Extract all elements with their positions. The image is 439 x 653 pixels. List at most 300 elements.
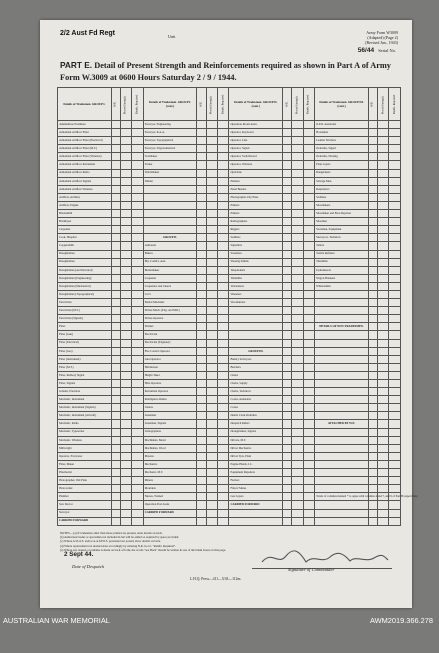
count-cell[interactable] [378, 177, 389, 185]
count-cell[interactable] [206, 388, 217, 396]
count-cell[interactable] [292, 347, 303, 355]
count-cell[interactable] [206, 363, 217, 371]
count-cell[interactable] [292, 469, 303, 477]
count-cell[interactable] [218, 234, 229, 242]
count-cell[interactable] [206, 412, 217, 420]
count-cell[interactable] [368, 460, 377, 468]
count-cell[interactable] [303, 210, 314, 218]
count-cell[interactable] [389, 201, 401, 209]
count-cell[interactable] [111, 460, 120, 468]
count-cell[interactable] [368, 380, 377, 388]
count-cell[interactable] [292, 404, 303, 412]
count-cell[interactable] [368, 234, 377, 242]
count-cell[interactable] [206, 380, 217, 388]
count-cell[interactable] [132, 388, 143, 396]
count-cell[interactable] [206, 509, 217, 517]
count-cell[interactable] [378, 193, 389, 201]
count-cell[interactable] [389, 404, 401, 412]
count-cell[interactable] [368, 137, 377, 145]
count-cell[interactable] [111, 485, 120, 493]
count-cell[interactable] [218, 250, 229, 258]
count-cell[interactable] [111, 210, 120, 218]
count-cell[interactable] [303, 347, 314, 355]
count-cell[interactable] [283, 517, 292, 525]
count-cell[interactable] [206, 153, 217, 161]
count-cell[interactable] [197, 177, 206, 185]
count-cell[interactable] [206, 218, 217, 226]
count-cell[interactable] [303, 323, 314, 331]
count-cell[interactable] [389, 412, 401, 420]
count-cell[interactable] [120, 420, 131, 428]
count-cell[interactable] [292, 428, 303, 436]
count-cell[interactable] [283, 477, 292, 485]
count-cell[interactable] [292, 323, 303, 331]
count-cell[interactable] [120, 201, 131, 209]
count-cell[interactable] [389, 436, 401, 444]
count-cell[interactable] [368, 169, 377, 177]
count-cell[interactable] [378, 371, 389, 379]
count-cell[interactable] [368, 452, 377, 460]
count-cell[interactable] [368, 339, 377, 347]
count-cell[interactable] [292, 444, 303, 452]
count-cell[interactable] [120, 282, 131, 290]
count-cell[interactable] [303, 428, 314, 436]
count-cell[interactable] [303, 153, 314, 161]
count-cell[interactable] [197, 339, 206, 347]
count-cell[interactable] [218, 355, 229, 363]
count-cell[interactable] [283, 380, 292, 388]
count-cell[interactable] [206, 226, 217, 234]
count-cell[interactable] [303, 242, 314, 250]
count-cell[interactable] [283, 493, 292, 501]
count-cell[interactable] [218, 477, 229, 485]
count-cell[interactable] [303, 290, 314, 298]
count-cell[interactable] [378, 380, 389, 388]
count-cell[interactable] [389, 161, 401, 169]
count-cell[interactable] [303, 137, 314, 145]
count-cell[interactable] [368, 363, 377, 371]
count-cell[interactable] [303, 315, 314, 323]
count-cell[interactable] [120, 444, 131, 452]
count-cell[interactable] [378, 121, 389, 129]
count-cell[interactable] [132, 380, 143, 388]
count-cell[interactable] [132, 129, 143, 137]
count-cell[interactable] [389, 193, 401, 201]
count-cell[interactable] [378, 509, 389, 517]
count-cell[interactable] [303, 404, 314, 412]
count-cell[interactable] [111, 258, 120, 266]
count-cell[interactable] [389, 323, 401, 331]
count-cell[interactable] [283, 339, 292, 347]
count-cell[interactable] [218, 282, 229, 290]
count-cell[interactable] [132, 153, 143, 161]
count-cell[interactable] [389, 129, 401, 137]
count-cell[interactable] [197, 331, 206, 339]
count-cell[interactable] [292, 129, 303, 137]
count-cell[interactable] [206, 177, 217, 185]
count-cell[interactable] [120, 501, 131, 509]
count-cell[interactable] [283, 218, 292, 226]
count-cell[interactable] [197, 485, 206, 493]
count-cell[interactable] [368, 153, 377, 161]
count-cell[interactable] [120, 323, 131, 331]
count-cell[interactable] [111, 339, 120, 347]
count-cell[interactable] [292, 517, 303, 525]
count-cell[interactable] [197, 347, 206, 355]
count-cell[interactable] [368, 485, 377, 493]
count-cell[interactable] [218, 452, 229, 460]
count-cell[interactable] [389, 153, 401, 161]
count-cell[interactable] [378, 485, 389, 493]
count-cell[interactable] [283, 201, 292, 209]
count-cell[interactable] [132, 258, 143, 266]
count-cell[interactable] [303, 420, 314, 428]
count-cell[interactable] [111, 282, 120, 290]
count-cell[interactable] [132, 501, 143, 509]
count-cell[interactable] [378, 444, 389, 452]
count-cell[interactable] [368, 388, 377, 396]
count-cell[interactable] [389, 469, 401, 477]
count-cell[interactable] [218, 493, 229, 501]
count-cell[interactable] [132, 363, 143, 371]
count-cell[interactable] [132, 185, 143, 193]
count-cell[interactable] [132, 218, 143, 226]
count-cell[interactable] [206, 307, 217, 315]
count-cell[interactable] [197, 420, 206, 428]
count-cell[interactable] [303, 145, 314, 153]
count-cell[interactable] [197, 137, 206, 145]
count-cell[interactable] [197, 258, 206, 266]
count-cell[interactable] [283, 290, 292, 298]
count-cell[interactable] [303, 201, 314, 209]
count-cell[interactable] [206, 258, 217, 266]
count-cell[interactable] [389, 234, 401, 242]
count-cell[interactable] [120, 177, 131, 185]
count-cell[interactable] [292, 355, 303, 363]
count-cell[interactable] [378, 501, 389, 509]
count-cell[interactable] [206, 436, 217, 444]
count-cell[interactable] [111, 517, 120, 525]
count-cell[interactable] [111, 420, 120, 428]
count-cell[interactable] [111, 201, 120, 209]
count-cell[interactable] [197, 274, 206, 282]
count-cell[interactable] [132, 460, 143, 468]
count-cell[interactable] [283, 177, 292, 185]
count-cell[interactable] [206, 404, 217, 412]
count-cell[interactable] [303, 517, 314, 525]
count-cell[interactable] [197, 145, 206, 153]
count-cell[interactable] [283, 193, 292, 201]
count-cell[interactable] [368, 509, 377, 517]
count-cell[interactable] [206, 250, 217, 258]
count-cell[interactable] [303, 388, 314, 396]
count-cell[interactable] [111, 161, 120, 169]
count-cell[interactable] [218, 169, 229, 177]
count-cell[interactable] [292, 290, 303, 298]
count-cell[interactable] [197, 355, 206, 363]
count-cell[interactable] [111, 388, 120, 396]
count-cell[interactable] [368, 121, 377, 129]
count-cell[interactable] [378, 129, 389, 137]
count-cell[interactable] [303, 193, 314, 201]
count-cell[interactable] [378, 517, 389, 525]
count-cell[interactable] [292, 282, 303, 290]
count-cell[interactable] [197, 460, 206, 468]
count-cell[interactable] [292, 121, 303, 129]
count-cell[interactable] [218, 380, 229, 388]
count-cell[interactable] [368, 266, 377, 274]
count-cell[interactable] [111, 274, 120, 282]
count-cell[interactable] [218, 460, 229, 468]
count-cell[interactable] [378, 420, 389, 428]
count-cell[interactable] [292, 477, 303, 485]
count-cell[interactable] [368, 193, 377, 201]
count-cell[interactable] [218, 517, 229, 525]
count-cell[interactable] [292, 193, 303, 201]
count-cell[interactable] [132, 210, 143, 218]
count-cell[interactable] [218, 323, 229, 331]
count-cell[interactable] [303, 266, 314, 274]
count-cell[interactable] [283, 210, 292, 218]
count-cell[interactable] [368, 444, 377, 452]
count-cell[interactable] [378, 404, 389, 412]
count-cell[interactable] [283, 185, 292, 193]
count-cell[interactable] [197, 380, 206, 388]
count-cell[interactable] [292, 315, 303, 323]
count-cell[interactable] [283, 412, 292, 420]
count-cell[interactable] [303, 501, 314, 509]
count-cell[interactable] [206, 355, 217, 363]
count-cell[interactable] [378, 137, 389, 145]
count-cell[interactable] [389, 388, 401, 396]
count-cell[interactable] [378, 210, 389, 218]
count-cell[interactable] [120, 153, 131, 161]
count-cell[interactable] [303, 469, 314, 477]
count-cell[interactable] [283, 509, 292, 517]
count-cell[interactable] [120, 412, 131, 420]
count-cell[interactable] [292, 460, 303, 468]
count-cell[interactable] [132, 299, 143, 307]
count-cell[interactable] [389, 371, 401, 379]
count-cell[interactable] [132, 266, 143, 274]
count-cell[interactable] [120, 226, 131, 234]
count-cell[interactable] [111, 250, 120, 258]
count-cell[interactable] [303, 185, 314, 193]
count-cell[interactable] [389, 428, 401, 436]
count-cell[interactable] [283, 501, 292, 509]
count-cell[interactable] [368, 161, 377, 169]
count-cell[interactable] [132, 517, 143, 525]
count-cell[interactable] [378, 412, 389, 420]
count-cell[interactable] [111, 493, 120, 501]
count-cell[interactable] [120, 404, 131, 412]
count-cell[interactable] [303, 396, 314, 404]
count-cell[interactable] [206, 266, 217, 274]
count-cell[interactable] [389, 380, 401, 388]
count-cell[interactable] [378, 355, 389, 363]
count-cell[interactable] [283, 460, 292, 468]
count-cell[interactable] [206, 282, 217, 290]
count-cell[interactable] [283, 469, 292, 477]
count-cell[interactable] [132, 485, 143, 493]
count-cell[interactable] [292, 307, 303, 315]
count-cell[interactable] [132, 161, 143, 169]
count-cell[interactable] [378, 274, 389, 282]
count-cell[interactable] [368, 412, 377, 420]
count-cell[interactable] [111, 145, 120, 153]
count-cell[interactable] [120, 485, 131, 493]
count-cell[interactable] [197, 517, 206, 525]
count-cell[interactable] [132, 315, 143, 323]
count-cell[interactable] [283, 145, 292, 153]
count-cell[interactable] [389, 307, 401, 315]
count-cell[interactable] [389, 339, 401, 347]
count-cell[interactable] [206, 339, 217, 347]
count-cell[interactable] [111, 193, 120, 201]
count-cell[interactable] [218, 396, 229, 404]
count-cell[interactable] [368, 477, 377, 485]
count-cell[interactable] [283, 315, 292, 323]
count-cell[interactable] [120, 469, 131, 477]
count-cell[interactable] [120, 388, 131, 396]
count-cell[interactable] [378, 428, 389, 436]
count-cell[interactable] [120, 129, 131, 137]
count-cell[interactable] [132, 355, 143, 363]
count-cell[interactable] [389, 420, 401, 428]
count-cell[interactable] [368, 242, 377, 250]
count-cell[interactable] [378, 201, 389, 209]
count-cell[interactable] [292, 436, 303, 444]
count-cell[interactable] [206, 485, 217, 493]
count-cell[interactable] [283, 250, 292, 258]
count-cell[interactable] [218, 485, 229, 493]
count-cell[interactable] [378, 161, 389, 169]
count-cell[interactable] [132, 420, 143, 428]
count-cell[interactable] [206, 210, 217, 218]
count-cell[interactable] [292, 266, 303, 274]
count-cell[interactable] [197, 201, 206, 209]
count-cell[interactable] [120, 258, 131, 266]
count-cell[interactable] [197, 315, 206, 323]
count-cell[interactable] [120, 242, 131, 250]
count-cell[interactable] [132, 242, 143, 250]
count-cell[interactable] [283, 169, 292, 177]
count-cell[interactable] [303, 129, 314, 137]
count-cell[interactable] [206, 169, 217, 177]
count-cell[interactable] [218, 347, 229, 355]
count-cell[interactable] [292, 274, 303, 282]
count-cell[interactable] [218, 436, 229, 444]
count-cell[interactable] [218, 363, 229, 371]
count-cell[interactable] [111, 469, 120, 477]
count-cell[interactable] [120, 509, 131, 517]
count-cell[interactable] [132, 121, 143, 129]
count-cell[interactable] [206, 428, 217, 436]
count-cell[interactable] [206, 299, 217, 307]
count-cell[interactable] [283, 274, 292, 282]
count-cell[interactable] [111, 129, 120, 137]
count-cell[interactable] [206, 234, 217, 242]
count-cell[interactable] [132, 477, 143, 485]
count-cell[interactable] [132, 347, 143, 355]
count-cell[interactable] [206, 161, 217, 169]
count-cell[interactable] [378, 145, 389, 153]
count-cell[interactable] [197, 436, 206, 444]
count-cell[interactable] [218, 145, 229, 153]
count-cell[interactable] [197, 218, 206, 226]
count-cell[interactable] [283, 226, 292, 234]
count-cell[interactable] [378, 266, 389, 274]
count-cell[interactable] [368, 307, 377, 315]
count-cell[interactable] [120, 363, 131, 371]
count-cell[interactable] [368, 428, 377, 436]
count-cell[interactable] [120, 436, 131, 444]
count-cell[interactable] [120, 517, 131, 525]
count-cell[interactable] [111, 331, 120, 339]
count-cell[interactable] [378, 282, 389, 290]
count-cell[interactable] [218, 307, 229, 315]
count-cell[interactable] [389, 282, 401, 290]
count-cell[interactable] [206, 469, 217, 477]
count-cell[interactable] [111, 428, 120, 436]
count-cell[interactable] [206, 129, 217, 137]
count-cell[interactable] [292, 509, 303, 517]
count-cell[interactable] [132, 428, 143, 436]
count-cell[interactable] [218, 420, 229, 428]
count-cell[interactable] [218, 153, 229, 161]
count-cell[interactable] [197, 404, 206, 412]
count-cell[interactable] [283, 234, 292, 242]
count-cell[interactable] [111, 169, 120, 177]
count-cell[interactable] [218, 501, 229, 509]
count-cell[interactable] [132, 282, 143, 290]
count-cell[interactable] [120, 218, 131, 226]
count-cell[interactable] [206, 371, 217, 379]
count-cell[interactable] [197, 501, 206, 509]
count-cell[interactable] [218, 339, 229, 347]
count-cell[interactable] [218, 428, 229, 436]
count-cell[interactable] [283, 266, 292, 274]
count-cell[interactable] [292, 242, 303, 250]
count-cell[interactable] [368, 420, 377, 428]
count-cell[interactable] [120, 266, 131, 274]
count-cell[interactable] [132, 307, 143, 315]
count-cell[interactable] [283, 404, 292, 412]
count-cell[interactable] [132, 444, 143, 452]
count-cell[interactable] [132, 290, 143, 298]
count-cell[interactable] [292, 339, 303, 347]
count-cell[interactable] [218, 177, 229, 185]
count-cell[interactable] [218, 161, 229, 169]
count-cell[interactable] [197, 396, 206, 404]
count-cell[interactable] [120, 355, 131, 363]
count-cell[interactable] [378, 436, 389, 444]
count-cell[interactable] [197, 477, 206, 485]
count-cell[interactable] [111, 307, 120, 315]
count-cell[interactable] [368, 177, 377, 185]
count-cell[interactable] [283, 396, 292, 404]
count-cell[interactable] [292, 185, 303, 193]
count-cell[interactable] [132, 137, 143, 145]
count-cell[interactable] [132, 469, 143, 477]
count-cell[interactable] [120, 477, 131, 485]
count-cell[interactable] [368, 210, 377, 218]
count-cell[interactable] [378, 339, 389, 347]
count-cell[interactable] [120, 121, 131, 129]
count-cell[interactable] [218, 331, 229, 339]
count-cell[interactable] [132, 404, 143, 412]
count-cell[interactable] [292, 452, 303, 460]
